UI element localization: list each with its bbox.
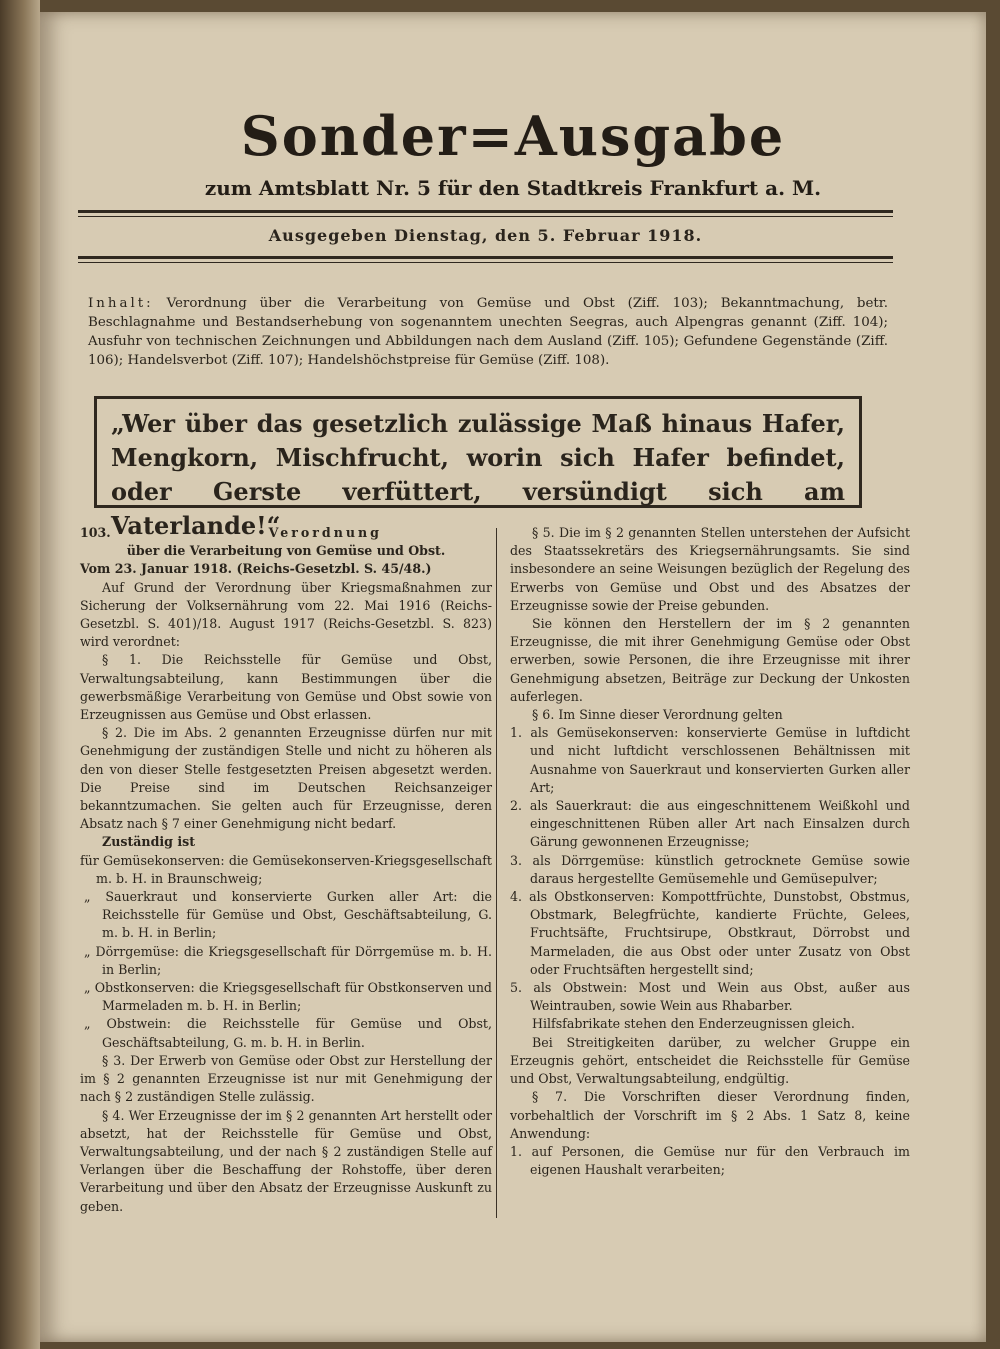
column-divider <box>496 528 497 1218</box>
paragraph-3: § 3. Der Erwerb von Gemüse oder Obst zur Herstellung der im § 2 genannten Erzeugnisse ist nur mit Genehmigung der nach § 2 zuständigen Stelle zulässig. <box>80 1052 492 1105</box>
page-subtitle: zum Amtsblatt Nr. 5 für den Stadtkreis Frankfurt a. M. <box>204 176 822 200</box>
paragraph-6c: Bei Streitigkeiten darüber, zu welcher Gruppe ein Erzeugnis gehört, entscheidet die Reichsstelle für Gemüse und Obst, Verwaltungsabteilung, endgültig. <box>510 1034 910 1087</box>
paragraph-1: § 1. Die Reichsstelle für Gemüse und Obst, Verwaltungsabteilung, kann Bestimmungen über die gewerbsmäßige Verarbeitung von Gemüse und Obst sowie von Erzeugnissen aus Gemüse und Obst erlassen. <box>80 652 492 723</box>
definition-item: 2. als Sauerkraut: die aus eingeschnittenem Weißkohl und eingeschnittenen Rüben aller Art nach Einsalzen durch Gärung gewonnenen Erzeugnisse; <box>510 798 910 850</box>
table-of-contents <box>88 294 888 370</box>
header-rule-top <box>78 210 893 213</box>
slogan-text: „Wer über das gesetzlich zulässige Maß hinaus Hafer, Mengkorn, Mischfrucht, worin sich Hafer befindet, oder Gerste verfüttert, versündigt sich am Vaterlande!“ <box>111 409 845 540</box>
ordinance-header <box>80 524 492 542</box>
responsible-item: „ Obstkonserven: die Kriegsgesellschaft für Obstkonserven und Marmeladen m. b. H. in Berlin; <box>84 980 492 1014</box>
paragraph-5b: Sie können den Herstellern der im § 2 genannten Erzeugnisse, die mit ihrer Genehmigung Gemüse oder Obst erwerben, sowie Personen, die ihre Erzeugnisse mit ihrer Genehmigung absetzen, Beiträge zur Deckung der Unkosten auferlegen. <box>510 616 910 704</box>
paragraph-6b: Hilfsfabrikate stehen den Enderzeugnissen gleich. <box>532 1016 855 1032</box>
ordinance-number: 103. <box>80 525 111 540</box>
responsible-item: für Gemüsekonserven: die Gemüsekonserven-Kriegsgesellschaft m. b. H. in Braunschweig; <box>80 852 492 886</box>
paragraph-6: § 6. Im Sinne dieser Verordnung gelten <box>532 707 783 723</box>
header-rule-top-thin <box>78 216 893 217</box>
book-spine <box>0 0 40 1349</box>
definition-item: 1. als Gemüsekonserven: konservierte Gemüse in luftdicht und nicht luftdicht verschlossenen Behältnissen mit Ausnahme von Sauerkraut und konservierten Gurken aller Art; <box>510 725 910 795</box>
header-rule-bottom-thin <box>78 262 893 263</box>
masthead <box>40 104 986 200</box>
document-page <box>40 12 986 1342</box>
exemption-item: 1. auf Personen, die Gemüse nur für den Verbrauch im eigenen Haushalt verarbeiten; <box>510 1143 910 1178</box>
contents-label: Inhalt: <box>88 296 154 311</box>
ordinance-subheading: über die Verarbeitung von Gemüse und Obst. <box>126 543 446 559</box>
ordinance-intro: Auf Grund der Verordnung über Kriegsmaßnahmen zur Sicherung der Volksernährung vom 22. Mai 1916 (Reichs-Gesetzbl. S. 401)/18. August 1917 (Reichs-Gesetzbl. S. 823) wird verordnet: <box>80 579 492 650</box>
responsible-heading: Zuständig ist <box>102 834 196 850</box>
issue-date: Ausgegeben Dienstag, den 5. Februar 1918. <box>268 226 703 245</box>
definition-item: 5. als Obstwein: Most und Wein aus Obst, außer aus Weintrauben, sowie Wein aus Rhabarber. <box>510 980 910 1014</box>
paragraph-2: § 2. Die im Abs. 2 genannten Erzeugnisse dürfen nur mit Genehmigung der zuständigen Stelle und nicht zu höheren als den von dieser Stelle festgesetzten Preisen abgesetzt werden. Die Preise sind im Deutschen Reichsanzeiger bekanntzumachen. Sie gelten auch für Erzeugnisse, deren Absatz nach § 7 einer Genehmigung nicht bedarf. <box>80 725 492 832</box>
contents-text: Verordnung über die Verarbeitung von Gemüse und Obst (Ziff. 103); Bekanntmachung, betr. Beschlagnahme und Bestandserhebung von sogenanntem unechten Seegras, auch Alpengras genannt (Ziff. 104); Ausfuhr von technischen Zeichnungen und Abbildungen nach dem Ausland (Ziff. 105); Gefundene Gegenstände (Ziff. 106); Handelsverbot (Ziff. 107); Handelshöchstpreise für Gemüse (Ziff. 108). <box>88 296 888 368</box>
responsible-item: „ Obstwein: die Reichsstelle für Gemüse und Obst, Geschäftsabteilung, G. m. b. H. in Berlin. <box>84 1016 492 1050</box>
header-rule-bottom <box>78 256 893 259</box>
definition-item: 4. als Obstkonserven: Kompottfrüchte, Dunstobst, Obstmus, Obstmark, Belegfrüchte, kandierte Früchte, Gelees, Fruchtsäfte, Fruchtsirupe, Obstkraut, Dörrobst und Marmeladen, die aus Obst oder unter Zusatz von Obst oder Fruchtsäften hergestellt sind; <box>510 889 910 977</box>
paragraph-5: § 5. Die im § 2 genannten Stellen unterstehen der Aufsicht des Staatssekretärs des Kriegsernährungsamts. Sie sind insbesondere an seine Weisungen bezüglich der Regelung des Erwerbs von Gemüse und Obst und des Absatzes der Erzeugnisse sowie der Preise gebunden. <box>510 525 910 613</box>
ordinance-date: Vom 23. Januar 1918. (Reichs-Gesetzbl. S. 45/48.) <box>80 561 432 577</box>
paragraph-7: § 7. Die Vorschriften dieser Verordnung finden, vorbehaltlich der Vorschrift im § 2 Abs. 1 Satz 8, keine Anwendung: <box>510 1089 910 1141</box>
left-column <box>80 524 492 1216</box>
definition-item: 3. als Dörrgemüse: künstlich getrocknete Gemüse sowie daraus hergestellte Gemüsemehle und Gemüsepulver; <box>510 852 910 886</box>
ordinance-heading: Verordnung <box>268 525 382 540</box>
responsible-item: „ Sauerkraut und konservierte Gurken aller Art: die Reichsstelle für Gemüse und Obst, Geschäftsabteilung, G. m. b. H. in Berlin; <box>84 889 492 941</box>
responsible-item: „ Dörrgemüse: die Kriegsgesellschaft für Dörrgemüse m. b. H. in Berlin; <box>84 943 492 977</box>
right-column <box>510 524 910 1179</box>
page-title: Sonder=Ausgabe <box>240 104 786 168</box>
paragraph-4: § 4. Wer Erzeugnisse der im § 2 genannten Art herstellt oder absetzt, hat der Reichsstelle für Gemüse und Obst, Verwaltungsabteilung, und der nach § 2 zuständigen Stelle auf Verlangen über die Beschaffung der Rohstoffe, über deren Verarbeitung und über den Absatz der Erzeugnisse Auskunft zu geben. <box>80 1107 492 1214</box>
